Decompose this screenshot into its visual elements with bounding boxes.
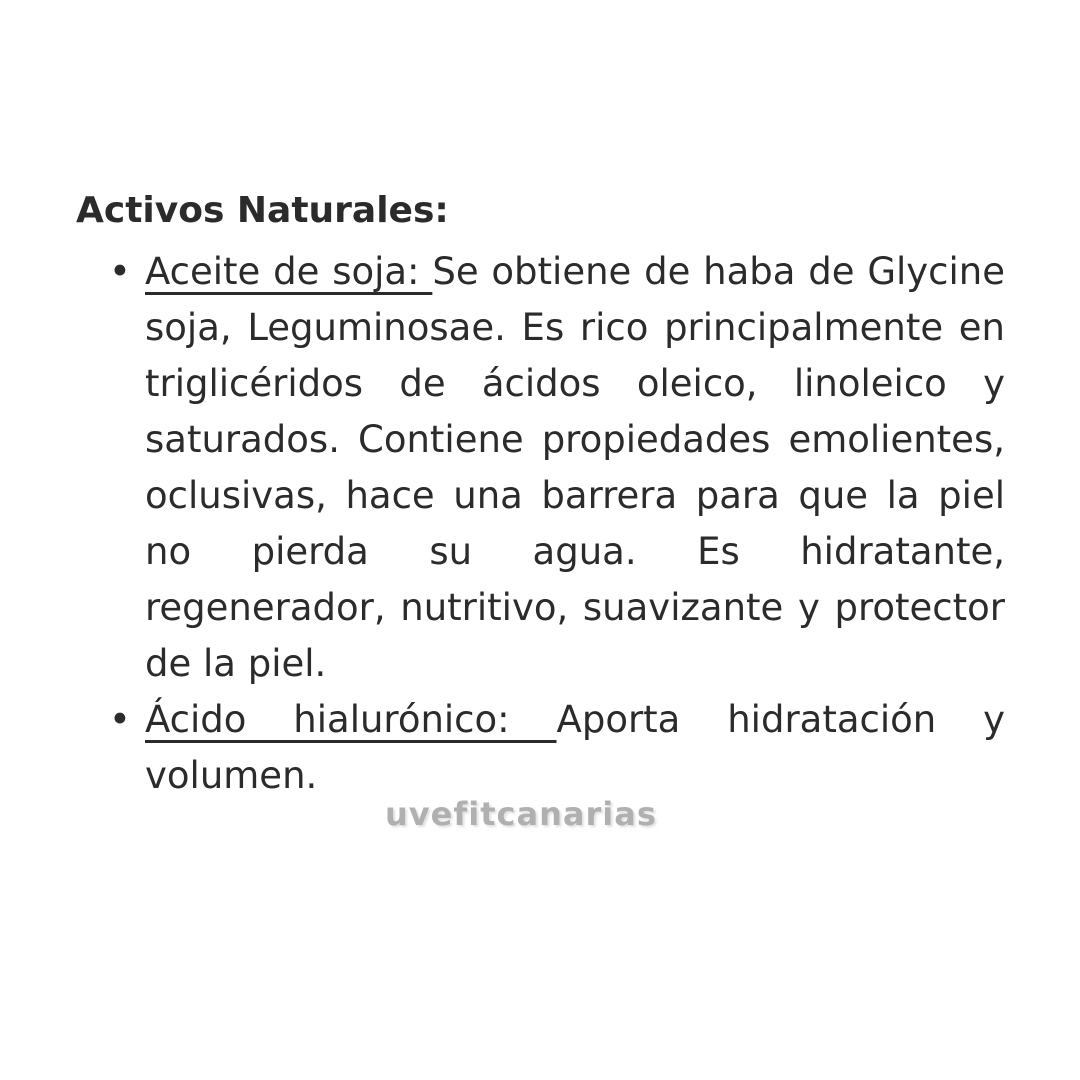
list-item-aceite-de-soja xyxy=(109,244,1005,692)
ingredients-list xyxy=(76,244,1005,804)
list-item-acido-hialuronico xyxy=(109,692,1005,804)
ingredient-description: Se obtiene de haba de Glycine soja, Leguminosae. Es rico principalmente en triglicéridos de ácidos oleico, linoleico y saturados. Contiene propiedades emolientes, oclusivas, hace una barrera para que la piel no pierda su agua. Es hidratante, regenerador, nutritivo, suavizante y protector de la piel. xyxy=(145,250,1005,685)
ingredient-term: Aceite de soja: xyxy=(145,250,433,293)
section-heading: Activos Naturales: xyxy=(76,190,449,231)
bullet-icon: • xyxy=(109,698,131,741)
ingredient-description: Aporta hidratación y volumen. xyxy=(145,698,1005,797)
ingredient-term: Ácido hialurónico: xyxy=(145,698,557,741)
bullet-icon: • xyxy=(109,250,131,293)
watermark: uvefitcanarias xyxy=(385,795,657,833)
